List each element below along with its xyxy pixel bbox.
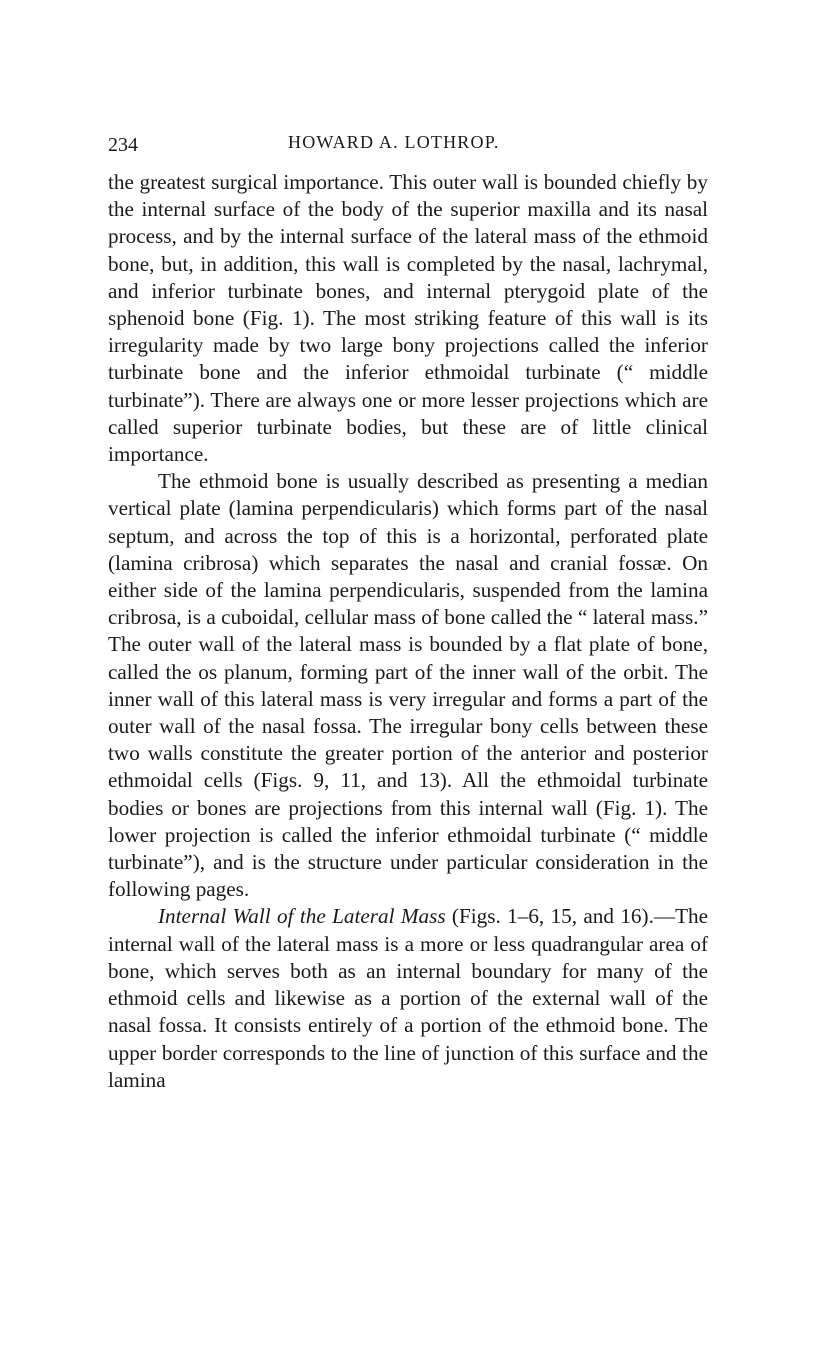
paragraph-3 <box>108 903 708 1093</box>
paragraph-2: The ethmoid bone is usually described as presenting a median vertical plate (lamina perpendicularis) which forms part of the nasal septum, and across the top of this is a horizontal, perforated plate (lamina cribrosa) which separates the nasal and cranial fossæ. On either side of the lamina perpendicularis, suspended from the lamina cribrosa, is a cuboidal, cellular mass of bone called the “ lateral mass.” The outer wall of the lateral mass is bounded by a flat plate of bone, called the os planum, forming part of the inner wall of the orbit. The inner wall of this lateral mass is very irregular and forms a part of the outer wall of the nasal fossa. The irregular bony cells between these two walls constitute the greater portion of the anterior and posterior ethmoidal cells (Figs. 9, 11, and 13). All the ethmoidal turbinate bodies or bones are projections from this internal wall (Fig. 1). The lower projection is called the inferior ethmoidal turbinate (“ middle turbinate”), and is the structure under particular consideration in the following pages. <box>108 469 708 902</box>
running-head-title: HOWARD A. LOTHROP. <box>288 132 500 152</box>
section-heading: Internal Wall of the Lateral Mass <box>158 904 446 929</box>
paragraph-3-text: (Figs. 1–6, 15, and 16).—The internal wall of the lateral mass is a more or less quadrangular area of bone, which serves both as an internal boundary for many of the ethmoid cells and likewise as a portion of the external wall of the nasal fossa. It consists entirely of a portion of the ethmoid bone. The upper border corresponds to the line of junction of this surface and the lamina <box>108 904 709 1092</box>
page-number: 234 <box>108 134 138 156</box>
book-page <box>108 128 708 1094</box>
body-text <box>108 169 708 1094</box>
paragraph-1: the greatest surgical importance. This outer wall is bounded chiefly by the internal surface of the body of the superior maxilla and its nasal process, and by the internal surface of the lateral mass of the ethmoid bone, but, in addition, this wall is completed by the nasal, lachrymal, and inferior turbinate bones, and internal pterygoid plate of the sphenoid bone (Fig. 1). The most striking feature of this wall is its irregularity made by two large bony projections called the inferior turbinate bone and the inferior ethmoidal turbinate (“ middle turbinate”). There are always one or more lesser projections which are called superior turbinate bodies, but these are of little clinical importance. <box>108 170 708 467</box>
running-head <box>108 128 708 162</box>
